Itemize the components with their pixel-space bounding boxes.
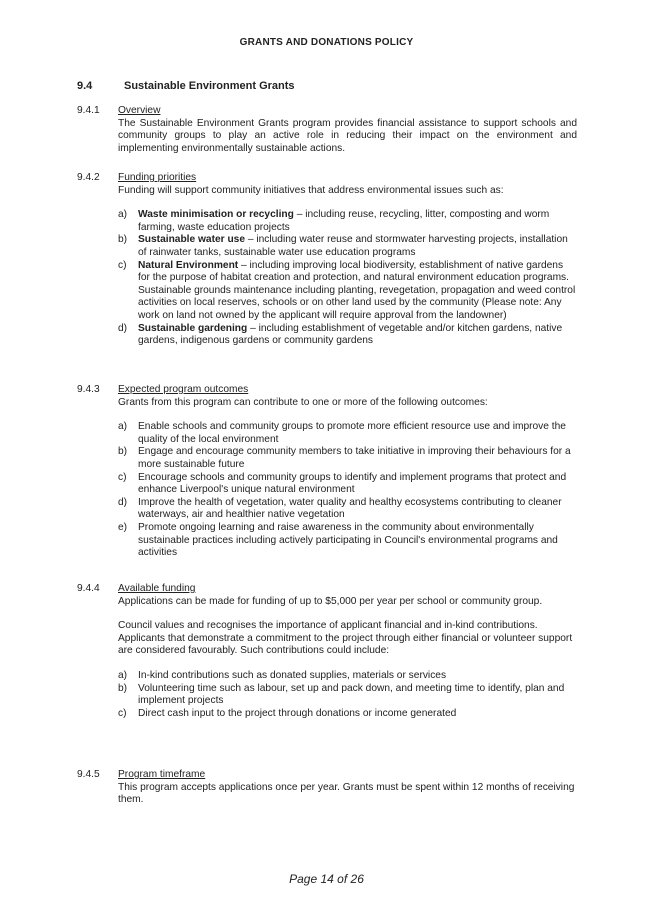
- outcome-list: [118, 421, 577, 560]
- list-item: e) Promote ongoing learning and raise awareness in the community about environmentally sustainable practices including actively participating in Council's environmental programs and activities: [118, 521, 558, 559]
- subsection-program-timeframe: [77, 769, 577, 807]
- subsection-title: Funding priorities: [118, 172, 197, 183]
- subsection-number: 9.4.3: [77, 384, 100, 395]
- subsection-title: Expected program outcomes: [118, 384, 249, 395]
- subsection-text: The Sustainable Environment Grants program provides financial assistance to support schools and community groups to play an active role in reducing their impact on the environment and implementing environmentally sustainable actions.: [118, 117, 577, 154]
- page-word: Page: [289, 872, 318, 886]
- subsection-expected-outcomes: [77, 384, 577, 560]
- subsection-number: 9.4.2: [77, 172, 100, 183]
- list-item: c) Encourage schools and community groups to identify and implement programs that protect and enhance Liverpool's unique natural environment: [118, 471, 567, 496]
- of-word: of: [337, 872, 348, 886]
- subsection-text: Council values and recognises the importance of applicant financial and in-kind contributions. Applicants that demonstrate a commitment to the project through either financial or volunteer support are considered favourably. Such contributions could include:: [118, 620, 573, 657]
- subsection-number: 9.4.1: [77, 105, 100, 116]
- list-item: d) Improve the health of vegetation, water quality and healthy ecosystems contributing to cleaner waterways, air and healthier native vegetation: [118, 496, 562, 521]
- list-item: c) Direct cash input to the project through donations or income generated: [118, 707, 457, 719]
- subsection-title: Available funding: [118, 583, 196, 594]
- total-pages: 26: [350, 872, 364, 886]
- subsection-funding-priorities: [77, 172, 577, 348]
- page-footer: [0, 872, 653, 886]
- subsection-title: Overview: [118, 105, 161, 116]
- subsection-number: 9.4.4: [77, 583, 100, 594]
- subsection-intro: Funding will support community initiatives that address environmental issues such as:: [118, 184, 504, 196]
- list-item: a) In-kind contributions such as donated supplies, materials or services: [118, 669, 447, 681]
- subsection-intro: Grants from this program can contribute to one or more of the following outcomes:: [118, 396, 488, 408]
- section-title: Sustainable Environment Grants: [124, 80, 295, 92]
- current-page: 14: [320, 872, 334, 886]
- list-item: a) Enable schools and community groups to promote more efficient resource use and improve the quality of the local environment: [118, 421, 566, 445]
- subsection-available-funding: [77, 583, 577, 720]
- subsection-text: Applications can be made for funding of up to $5,000 per year per school or community group.: [118, 595, 543, 607]
- list-item: b) Volunteering time such as labour, set up and pack down, and meeting time to identify, plan and implement projects: [118, 682, 565, 707]
- subsection-overview: [77, 105, 577, 155]
- list-item: a) Waste minimisation or recycling – including reuse, recycling, litter, composting and worm farming, waste education projects: [118, 209, 550, 233]
- contribution-list: [118, 670, 577, 720]
- page-header: GRANTS AND DONATIONS POLICY: [239, 37, 414, 48]
- priority-list: [118, 209, 577, 348]
- list-item: c) Natural Environment – including improving local biodiversity, establishment of native gardens for the purpose of habitat creation and protection, and natural environment education programs. Sustainable grounds maintenance including planting, revegetation, propagation and weed control activities on local reserves, schools or on other land used by the community (Please note: Any work on land not owned by the applicant will require approval from the landowner): [118, 259, 576, 321]
- section-number: 9.4: [77, 80, 93, 92]
- list-item: b) Sustainable water use – including water reuse and stormwater harvesting projects, installation of rainwater tanks, sustainable water use education programs: [118, 234, 568, 258]
- subsection-title: Program timeframe: [118, 769, 206, 780]
- subsection-text: This program accepts applications once per year. Grants must be spent within 12 months of receiving them.: [118, 781, 575, 806]
- list-item: d) Sustainable gardening – including establishment of vegetable and/or kitchen gardens, native gardens, indigenous gardens or community gardens: [118, 322, 563, 347]
- list-item: b) Engage and encourage community members to take initiative in improving their behaviours for a more sustainable future: [118, 446, 571, 470]
- subsection-number: 9.4.5: [77, 769, 100, 780]
- section-heading: [77, 80, 295, 92]
